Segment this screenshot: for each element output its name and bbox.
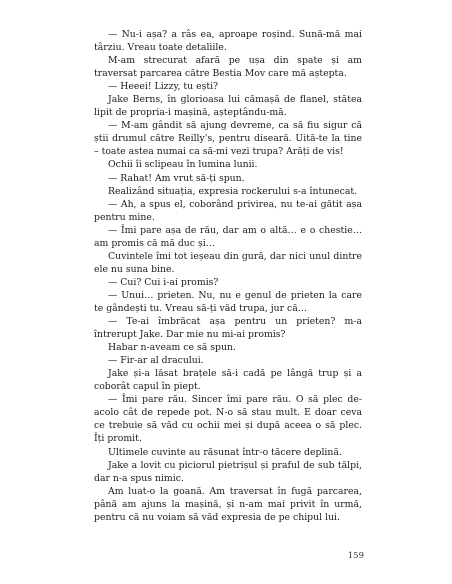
paragraph: — Îmi pare așa de rău, dar am o altă… e o chestie… am promis că mă duc și… <box>94 224 362 249</box>
paragraph: Jake și-a lăsat brațele să-i cadă pe lângă trup și a coborât capul în piept. <box>94 368 362 393</box>
paragraph: — Unui… prieten. Nu, nu e genul de prieten la care te gândești tu. Vreau să-ți văd trupa, jur că… <box>94 289 362 314</box>
body-text <box>94 28 362 524</box>
paragraph: M-am strecurat afară pe ușa din spate și am traversat parcarea către Bestia Mov care mă aștepta. <box>94 55 362 80</box>
paragraph: Habar n-aveam ce să spun. <box>108 342 236 354</box>
paragraph: Am luat-o la goană. Am traversat în fugă parcarea, până am ajuns la mașină, și n-am mai privit în urmă, pentru că nu voiam să văd expresia de pe chipul lui. <box>94 485 362 523</box>
paragraph: — M-am gândit să ajung devreme, ca să fiu sigur că știi drumul către Reilly's, pentru diseară. Uită-te la tine – toate astea numai ca să-mi vezi trupa? Arăți de vis! <box>94 120 362 158</box>
paragraph: — Fir-ar al dracului. <box>108 355 204 367</box>
paragraph: — Îmi pare rău. Sincer îmi pare rău. O să plec de-acolo cât de repede pot. N-o să stau mult. E doar ceva ce trebuie să văd cu ochii mei și după aceea o să plec. Îți promit. <box>94 394 362 445</box>
paragraph: Ochii îi sclipeau în lumina lunii. <box>108 159 258 171</box>
paragraph: Realizând situația, expresia rockerului s-a întunecat. <box>108 185 358 197</box>
paragraph: — Nu-i așa? a râs ea, aproape roșind. Sună-mă mai târziu. Vreau toate detaliile. <box>94 29 362 54</box>
paragraph: Ultimele cuvinte au răsunat într-o tăcere deplină. <box>108 446 342 458</box>
paragraph: — Heeei! Lizzy, tu ești? <box>108 81 219 93</box>
paragraph: — Ah, a spus el, coborând privirea, nu te-ai gătit așa pentru mine. <box>94 198 362 223</box>
page-number: 159 <box>347 551 364 561</box>
paragraph: Jake Berns, în glorioasa lui cămașă de flanel, stătea lipit de propria-i mașină, așteptându-mă. <box>94 94 362 119</box>
paragraph: — Cui? Cui i-ai promis? <box>108 276 219 288</box>
paragraph: — Rahat! Am vrut să-ți spun. <box>108 172 245 184</box>
paragraph: Jake a lovit cu piciorul pietrișul și praful de sub tălpi, dar n-a spus nimic. <box>94 459 362 484</box>
paragraph: Cuvintele îmi tot ieșeau din gură, dar nici unul dintre ele nu suna bine. <box>94 250 362 275</box>
paragraph: — Te-ai îmbrăcat așa pentru un prieten? m-a întrerupt Jake. Dar mie nu mi-ai promis? <box>94 316 362 341</box>
